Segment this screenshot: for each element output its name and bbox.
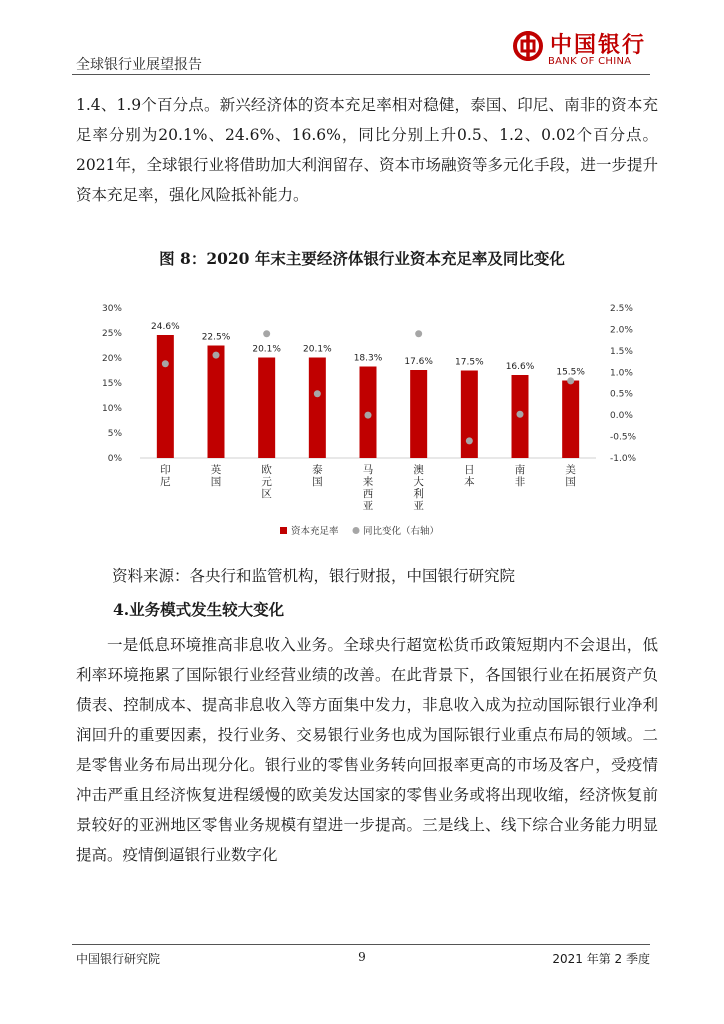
data-label: 24.6% bbox=[151, 322, 180, 332]
y-right-tick-label: -1.0% bbox=[610, 454, 637, 464]
y-left-tick-label: 0% bbox=[107, 454, 122, 464]
category-label: 欧 bbox=[261, 464, 272, 476]
body-paragraph: 一是低息环境推高非息收入业务。全球央行超宽松货币政策短期内不会退出，低利率环境拖累了国际银行业经营业绩的改善。在此背景下，各国银行业在拓展资产负债表、控制成本、提高非息收入等方面集中发力，非息收入成为拉动国际银行业净利润回升的重要因素，投行业务、交易银行业务也成为国际银行业重点布局的领域。二是零售业务布局出现分化。银行业的零售业务转向回报率更高的市场及客户，受疫情冲击严重且经济恢复进程缓慢的欧美发达国家的零售业务或将出现收缩，经济恢复前景较好的亚洲地区零售业务规模有望进一步提高。三是线上、线下综合业务能力明显提高。疫情倒逼银行业数字化 bbox=[76, 636, 658, 864]
body-paragraph: 1.4、1.9个百分点。新兴经济体的资本充足率相对稳健，泰国、印尼、南非的资本充足率分别为20.1%、24.6%、16.6%，同比分别上升0.5、1.2、0.02个百分点。2021年，全球银行业将借助加大利润留存、资本市场融资等多元化手段，进一步提升资本充足率，强化风险抵补能力。 bbox=[76, 96, 658, 204]
category-label: 非 bbox=[514, 476, 526, 488]
data-label: 17.5% bbox=[455, 357, 484, 368]
logo-english-name: BANK OF CHINA bbox=[548, 56, 632, 67]
bar bbox=[410, 370, 427, 458]
y-left-tick-label: 20% bbox=[101, 354, 122, 364]
logo-chinese-name: 中国银行 bbox=[550, 32, 647, 58]
change-point bbox=[263, 330, 270, 337]
category-label: 马 bbox=[362, 464, 374, 476]
y-left-tick-label: 15% bbox=[101, 379, 122, 389]
y-left-tick-label: 25% bbox=[101, 329, 122, 339]
chart-svg bbox=[98, 295, 638, 545]
y-left-tick-label: 10% bbox=[101, 404, 122, 414]
category-label: 亚 bbox=[413, 500, 424, 512]
bar bbox=[157, 335, 174, 458]
category-label: 大 bbox=[413, 476, 424, 488]
y-left-tick-label: 5% bbox=[107, 429, 122, 439]
category-label: 印 bbox=[160, 464, 171, 476]
category-label: 国 bbox=[210, 476, 222, 488]
category-label: 西 bbox=[362, 488, 374, 500]
y-right-tick-label: 2.5% bbox=[610, 304, 633, 314]
bank-logo bbox=[512, 26, 652, 72]
footer-period: 2021 年第 2 季度 bbox=[552, 952, 650, 966]
y-right-tick-label: 1.0% bbox=[610, 368, 633, 379]
category-label: 来 bbox=[362, 476, 374, 488]
category-label: 本 bbox=[464, 476, 475, 488]
change-point bbox=[314, 390, 321, 397]
category-label: 利 bbox=[413, 488, 424, 500]
change-point bbox=[517, 411, 524, 418]
category-label: 日 bbox=[464, 464, 475, 476]
category-label: 尼 bbox=[160, 476, 171, 488]
bank-of-china-logo-icon bbox=[512, 30, 544, 62]
header-divider bbox=[72, 74, 650, 75]
legend-dot-swatch bbox=[353, 527, 360, 534]
footer-org: 中国银行研究院 bbox=[76, 952, 161, 966]
figure-source: 资料来源：各央行和监管机构，银行财报，中国银行研究院 bbox=[112, 567, 516, 585]
page-number: 9 bbox=[358, 950, 366, 964]
data-label: 15.5% bbox=[556, 367, 585, 378]
category-label: 南 bbox=[514, 464, 526, 476]
section-heading: 4.业务模式发生较大变化 bbox=[113, 600, 285, 619]
category-label: 亚 bbox=[362, 500, 374, 512]
change-point bbox=[567, 377, 574, 384]
category-label: 国 bbox=[312, 476, 323, 488]
bar bbox=[461, 371, 478, 459]
legend-bar-swatch bbox=[280, 527, 287, 534]
data-label: 18.3% bbox=[353, 353, 383, 364]
data-label: 16.6% bbox=[505, 362, 535, 372]
bar bbox=[208, 346, 225, 459]
category-label: 英 bbox=[210, 464, 222, 476]
figure-title: 图 8：2020 年末主要经济体银行业资本充足率及同比变化 bbox=[159, 249, 565, 268]
bar bbox=[258, 358, 275, 459]
y-left-tick-label: 30% bbox=[101, 304, 122, 314]
data-label: 20.1% bbox=[303, 344, 332, 355]
category-label: 泰 bbox=[312, 464, 323, 476]
change-point bbox=[365, 412, 372, 419]
y-right-tick-label: -0.5% bbox=[610, 432, 637, 443]
header-title: 全球银行业展望报告 bbox=[76, 57, 202, 73]
y-right-tick-label: 0.5% bbox=[610, 389, 633, 400]
footer-divider bbox=[72, 944, 650, 945]
data-label: 17.6% bbox=[404, 357, 433, 367]
change-point bbox=[213, 352, 220, 359]
data-label: 22.5% bbox=[201, 332, 231, 343]
y-right-tick-label: 2.0% bbox=[610, 325, 633, 336]
change-point bbox=[466, 437, 473, 444]
category-label: 美 bbox=[565, 464, 576, 476]
data-label: 20.1% bbox=[252, 344, 281, 355]
category-label: 区 bbox=[261, 488, 272, 500]
category-label: 元 bbox=[261, 476, 272, 488]
legend-label: 同比变化（右轴） bbox=[363, 526, 440, 537]
category-label: 澳 bbox=[413, 464, 424, 476]
chart bbox=[98, 295, 638, 545]
y-right-tick-label: 1.5% bbox=[610, 346, 633, 357]
bar bbox=[562, 381, 579, 459]
bar bbox=[309, 358, 326, 459]
category-label: 国 bbox=[565, 476, 576, 488]
change-point bbox=[415, 330, 422, 337]
y-right-tick-label: 0.0% bbox=[610, 411, 633, 422]
change-point bbox=[162, 360, 169, 367]
legend-label: 资本充足率 bbox=[291, 526, 339, 537]
